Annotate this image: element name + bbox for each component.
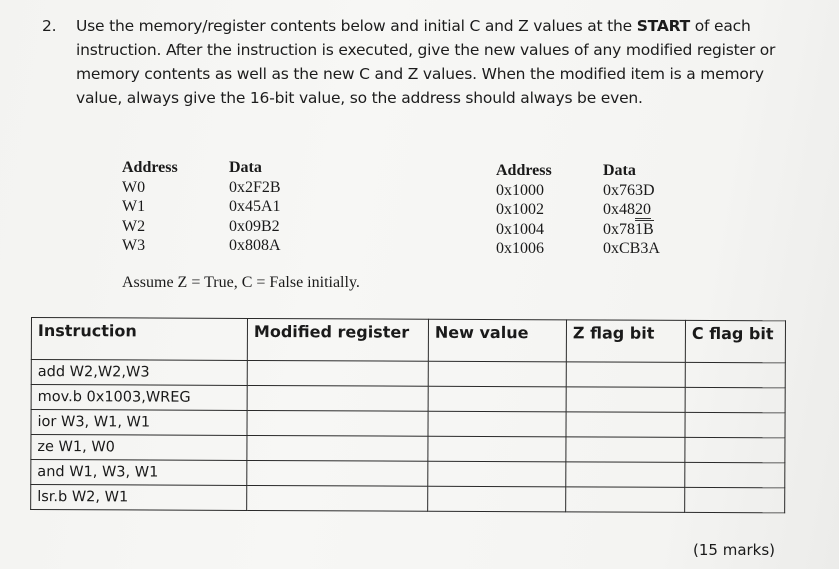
register-address: W3 xyxy=(122,237,146,254)
modified-register-cell[interactable] xyxy=(247,385,428,411)
memory-address-column xyxy=(496,161,552,259)
instruction-cell: and W1, W3, W1 xyxy=(31,460,247,486)
header-c-flag-bit: C flag bit xyxy=(685,320,785,362)
modified-register-cell[interactable] xyxy=(247,410,428,436)
register-address-header: Address xyxy=(122,159,178,176)
register-data: 0x09B2 xyxy=(229,217,280,235)
pencil-underline-mark: 20 xyxy=(635,201,651,218)
new-value-cell[interactable] xyxy=(428,486,566,512)
c-flag-cell[interactable] xyxy=(685,487,785,512)
question-text-part1: Use the memory/register contents below and initial C and Z values at the xyxy=(76,17,637,35)
c-flag-cell[interactable] xyxy=(685,437,785,462)
answer-table-header-row xyxy=(31,318,785,363)
new-value-cell[interactable] xyxy=(428,386,566,412)
memory-address: 0x1000 xyxy=(496,181,544,199)
new-value-cell[interactable] xyxy=(428,461,566,487)
c-flag-cell[interactable] xyxy=(685,412,785,437)
instruction-cell: ior W3, W1, W1 xyxy=(31,410,247,436)
z-flag-cell[interactable] xyxy=(566,487,685,513)
table-row xyxy=(31,410,785,438)
modified-register-cell[interactable] xyxy=(247,360,428,386)
table-row xyxy=(31,360,785,388)
memory-data-header: Data xyxy=(603,162,636,179)
header-modified-register: Modified register xyxy=(247,318,428,361)
instruction-cell: mov.b 0x1003,WREG xyxy=(31,385,247,411)
register-data: 0x2F2B xyxy=(229,178,281,196)
question-text xyxy=(76,14,802,110)
question-prompt xyxy=(42,14,802,110)
memory-data-prefix: 0x48 xyxy=(603,201,635,218)
modified-register-cell[interactable] xyxy=(247,485,428,511)
instruction-cell: add W2,W2,W3 xyxy=(31,360,247,386)
z-flag-cell[interactable] xyxy=(566,387,685,413)
table-row xyxy=(31,385,785,413)
z-flag-cell[interactable] xyxy=(566,462,685,488)
instruction-cell: ze W1, W0 xyxy=(31,435,247,461)
table-row xyxy=(31,435,785,463)
modified-register-cell[interactable] xyxy=(247,435,428,461)
register-data: 0x45A1 xyxy=(229,198,281,215)
register-data-header: Data xyxy=(229,159,262,176)
header-new-value: New value xyxy=(428,319,566,362)
header-z-flag-bit: Z flag bit xyxy=(566,320,685,363)
answer-table xyxy=(30,317,786,513)
new-value-cell[interactable] xyxy=(428,436,566,462)
table-row xyxy=(31,460,785,488)
memory-data: 0xCB3A xyxy=(603,240,660,257)
c-flag-cell[interactable] xyxy=(685,462,785,487)
memory-address: 0x1004 xyxy=(496,220,544,238)
z-flag-cell[interactable] xyxy=(566,412,685,438)
new-value-cell[interactable] xyxy=(428,361,566,387)
question-text-bold: START xyxy=(636,17,691,35)
memory-data-prefix: 0x78 xyxy=(603,220,635,238)
z-flag-cell[interactable] xyxy=(566,362,685,388)
memory-data xyxy=(603,220,660,240)
memory-data: 0x763D xyxy=(603,181,655,199)
table-row xyxy=(31,485,785,513)
memory-data xyxy=(603,200,660,220)
register-address: W2 xyxy=(122,217,146,235)
modified-register-cell[interactable] xyxy=(247,460,428,486)
memory-data-column xyxy=(603,161,660,259)
register-data: 0x808A xyxy=(229,237,281,254)
register-address-column xyxy=(122,158,178,256)
new-value-cell[interactable] xyxy=(428,411,566,437)
initial-flags-assumption: Assume Z = True, C = False initially. xyxy=(122,274,360,291)
memory-address: 0x1002 xyxy=(496,201,544,218)
register-address: W0 xyxy=(122,178,146,196)
register-address: W1 xyxy=(122,198,146,215)
instruction-cell: lsr.b W2, W1 xyxy=(31,485,247,511)
z-flag-cell[interactable] xyxy=(566,437,685,463)
question-text-part2: of each instruction. After the instruction is executed, give the new values of any modified register or memory contents as well as the new C and Z values. When the modified item is a memory value, always give the 16-bit value, so the address should always be even. xyxy=(76,17,776,107)
marks-label: (15 marks) xyxy=(693,541,776,559)
c-flag-cell[interactable] xyxy=(685,362,785,387)
memory-address-header: Address xyxy=(496,162,552,179)
header-instruction: Instruction xyxy=(31,318,247,361)
pencil-overline-mark: 1B xyxy=(635,220,654,238)
c-flag-cell[interactable] xyxy=(685,387,785,412)
question-number: 2. xyxy=(42,17,57,35)
memory-address: 0x1006 xyxy=(496,240,544,257)
register-data-column xyxy=(229,158,281,256)
